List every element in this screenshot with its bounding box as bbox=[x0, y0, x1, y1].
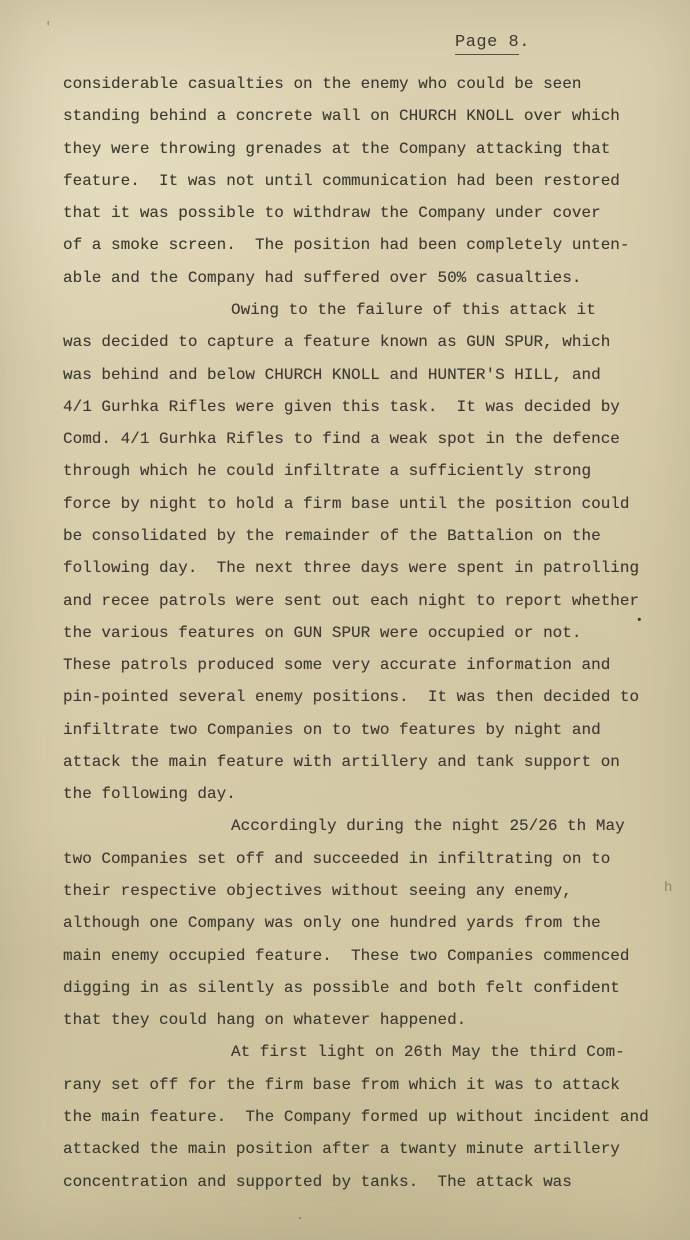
paper-speck: . bbox=[296, 1208, 305, 1224]
paper-speck: ' bbox=[44, 20, 53, 36]
text-line: able and the Company had suffered over 50% casualties. bbox=[63, 268, 582, 287]
text-line: These patrols produced some very accurate information and bbox=[63, 656, 611, 675]
text-line: attacked the main position after a twanty minute artillery bbox=[63, 1140, 620, 1159]
text-line: Accordingly during the night 25/26 th May bbox=[231, 817, 625, 836]
text-line: that they could hang on whatever happened. bbox=[63, 1011, 467, 1030]
text-line: following day. The next three days were spent in patrolling bbox=[63, 559, 640, 578]
text-line: they were throwing grenades at the Company attacking that bbox=[63, 139, 611, 158]
text-line: was behind and below CHURCH KNOLL and HUNTER'S HILL, and bbox=[63, 365, 601, 384]
text-line: 4/1 Gurhka Rifles were given this task. It was decided by bbox=[63, 397, 620, 416]
text-line: standing behind a concrete wall on CHURCH KNOLL over which bbox=[63, 107, 620, 126]
text-line: pin-pointed several enemy positions. It was then decided to bbox=[63, 688, 640, 707]
text-line: although one Company was only one hundred yards from the bbox=[63, 914, 601, 933]
text-line: be consolidated by the remainder of the Battalion on the bbox=[63, 526, 601, 545]
text-line: considerable casualties on the enemy who could be seen bbox=[63, 75, 582, 93]
text-line: that it was possible to withdraw the Company under cover bbox=[63, 204, 601, 223]
text-line: main enemy occupied feature. These two Companies commenced bbox=[63, 946, 630, 965]
text-line: their respective objectives without seeing any enemy, bbox=[63, 882, 572, 901]
paper-speck: h bbox=[664, 880, 673, 896]
text-line: Comd. 4/1 Gurhka Rifles to find a weak spot in the defence bbox=[63, 430, 620, 449]
page-number-text: Page 8 bbox=[455, 33, 519, 55]
text-line: rany set off for the firm base from which it was to attack bbox=[63, 1075, 620, 1094]
text-line: Owing to the failure of this attack it bbox=[231, 300, 596, 319]
text-line: the main feature. The Company formed up without incident and bbox=[63, 1108, 649, 1126]
text-line: two Companies set off and succeeded in infiltrating on to bbox=[63, 849, 611, 868]
text-line: the various features on GUN SPUR were occupied or not. bbox=[63, 623, 582, 642]
text-line: digging in as silently as possible and both felt confident bbox=[63, 978, 620, 997]
text-line: infiltrate two Companies on to two features by night and bbox=[63, 720, 601, 739]
text-line: and recee patrols were sent out each night to report whether bbox=[63, 591, 640, 610]
text-line: the following day. bbox=[63, 785, 236, 804]
text-line: force by night to hold a firm base until the position could bbox=[63, 494, 630, 513]
text-line: feature. It was not until communication had been restored bbox=[63, 171, 620, 190]
page-number-period: . bbox=[519, 33, 530, 52]
text-line: attack the main feature with artillery and tank support on bbox=[63, 752, 620, 771]
text-line: through which he could infiltrate a sufficiently strong bbox=[63, 462, 592, 481]
text-line: was decided to capture a feature known as GUN SPUR, which bbox=[63, 333, 611, 352]
paper-speck: • bbox=[636, 615, 643, 627]
text-line: of a smoke screen. The position had been completely unten- bbox=[63, 236, 630, 255]
text-line: concentration and supported by tanks. The attack was bbox=[63, 1172, 572, 1191]
text-line: At first light on 26th May the third Com- bbox=[231, 1043, 625, 1062]
